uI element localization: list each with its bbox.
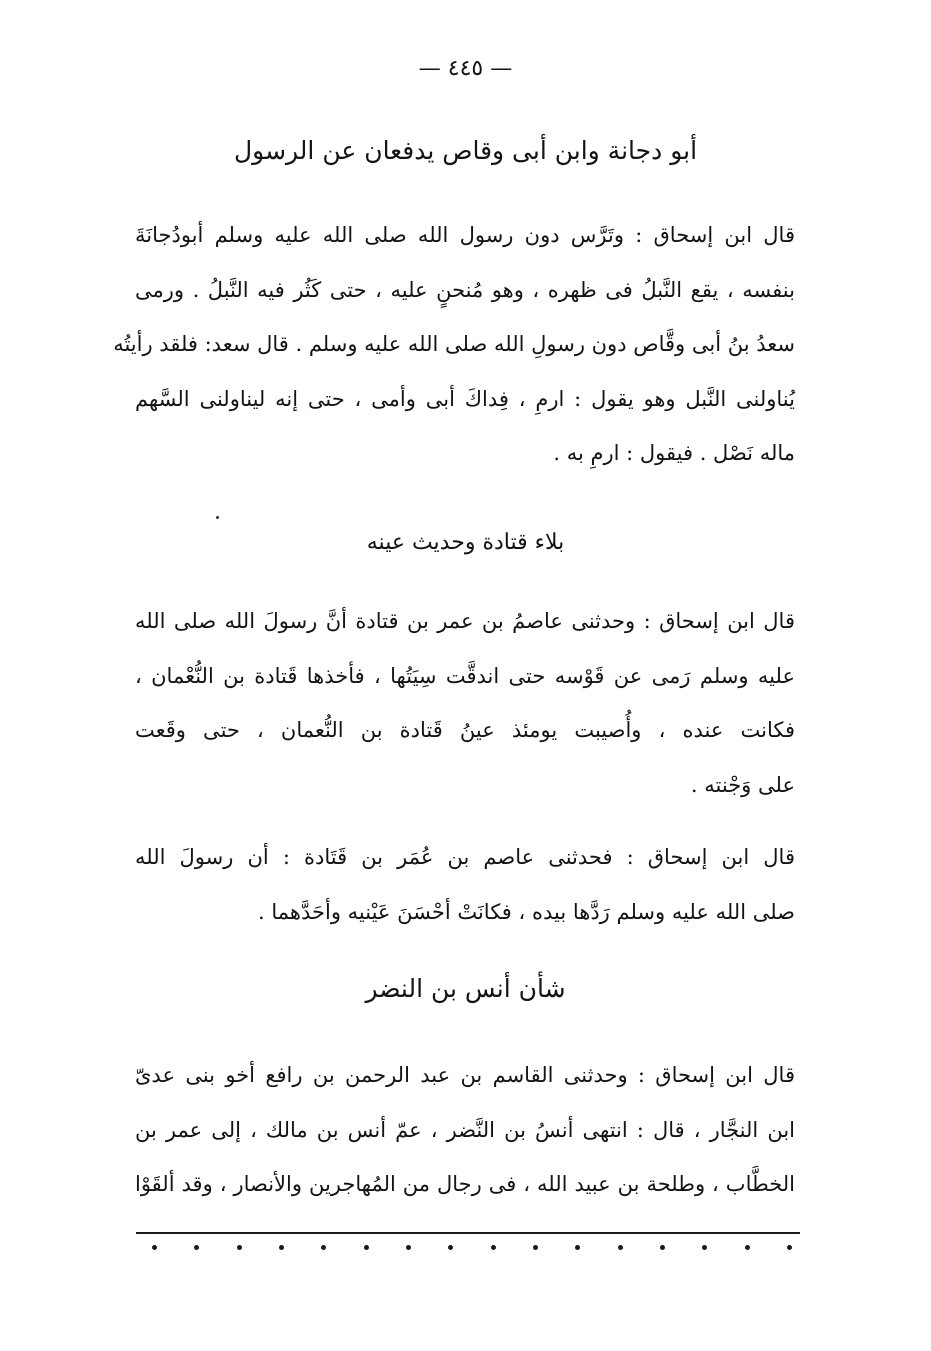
- page-number: — ٤٤٥ —: [418, 56, 513, 81]
- footer-dot: [618, 1245, 623, 1250]
- paragraph-anas: [135, 1048, 795, 1212]
- footer-rule: [136, 1232, 800, 1234]
- footer-dot: [745, 1245, 750, 1250]
- text-line: صلى الله عليه وسلم رَدَّها بيده ، فكانَتْ أحْسَنَ عَيْنيه وأحَدَّهما .: [258, 899, 795, 924]
- footer-dot: [787, 1245, 792, 1250]
- text-line: قال ابن إسحاق : وتَرَّس دون رسول الله صلى الله عليه وسلم أبودُجانَةَ: [135, 223, 795, 247]
- footer-dot: [406, 1245, 411, 1250]
- footer-dot: [237, 1245, 242, 1250]
- footer-dot: [448, 1245, 453, 1250]
- print-speck: [216, 516, 219, 519]
- footer-dot: [491, 1245, 496, 1250]
- text-line: ابن النجَّار ، قال : انتهى أنسُ بن النَّضر ، عمّ أنس بن مالك ، إلى عمر بن: [135, 1117, 795, 1142]
- footer-dot: [279, 1245, 284, 1250]
- paragraph-qatada-1: [135, 594, 795, 812]
- paragraph-abu-dujana: [113, 208, 795, 481]
- text-line: الخطَّاب ، وطلحة بن عبيد الله ، فى رجال من المُهاجرين والأنصار ، وقد ألقَوْا: [135, 1172, 795, 1196]
- text-line: عليه وسلم رَمى عن قَوْسه حتى اندقَّت سِيَتُها ، فأخذها قَتادة بن النُّعْمان ،: [135, 663, 795, 688]
- footer-dot: [575, 1245, 580, 1250]
- footer-dot: [660, 1245, 665, 1250]
- text-line: سعدُ بنُ أبى وقَّاص دون رسولِ الله صلى الله عليه وسلم . قال سعد: فلقد رأيتُه: [113, 332, 795, 356]
- section-heading-qatada: بلاء قتادة وحديث عينه: [366, 530, 565, 555]
- footer-dot: [321, 1245, 326, 1250]
- text-line: قال ابن إسحاق : فحدثنى عاصم بن عُمَر بن قَتَادة : أن رسولَ الله: [135, 845, 795, 869]
- footer-dot: [533, 1245, 538, 1250]
- footer-dot: [364, 1245, 369, 1250]
- text-line: بنفسه ، يقع النَّبلُ فى ظهره ، وهو مُنحنٍ عليه ، حتى كَثُر فيه النَّبلُ . ورمى: [135, 277, 795, 302]
- text-line: قال ابن إسحاق : وحدثنى عاصمُ بن عمر بن قتادة أنَّ رسولَ الله صلى الله: [135, 609, 795, 633]
- paragraph-qatada-2: [135, 830, 795, 939]
- text-line: يُناولنى النَّبل وهو يقول : ارمِ ، فِداكَ أبى وأمى ، حتى إنه ليناولنى السَّهم: [135, 386, 795, 411]
- footer-dot: [194, 1245, 199, 1250]
- text-line: ماله نَصْل . فيقول : ارمِ به .: [553, 441, 795, 465]
- footer-dot: [152, 1245, 157, 1250]
- footer-dots: [152, 1245, 792, 1250]
- section-heading-anas: شأن أنس بن النضر: [365, 974, 566, 1003]
- footer-dot: [702, 1245, 707, 1250]
- text-line: قال ابن إسحاق : وحدثنى القاسم بن عبد الرحمن بن رافع أخو بنى عدىّ: [135, 1063, 795, 1087]
- text-line: على وَجْنته .: [690, 772, 795, 797]
- section-heading-abu-dujana: أبو دجانة وابن أبى وقاص يدفعان عن الرسول: [233, 136, 698, 165]
- text-line: فكانت عنده ، وأُصيبت يومئذ عينُ قَتادة بن النُّعمان ، حتى وقَعت: [135, 718, 795, 742]
